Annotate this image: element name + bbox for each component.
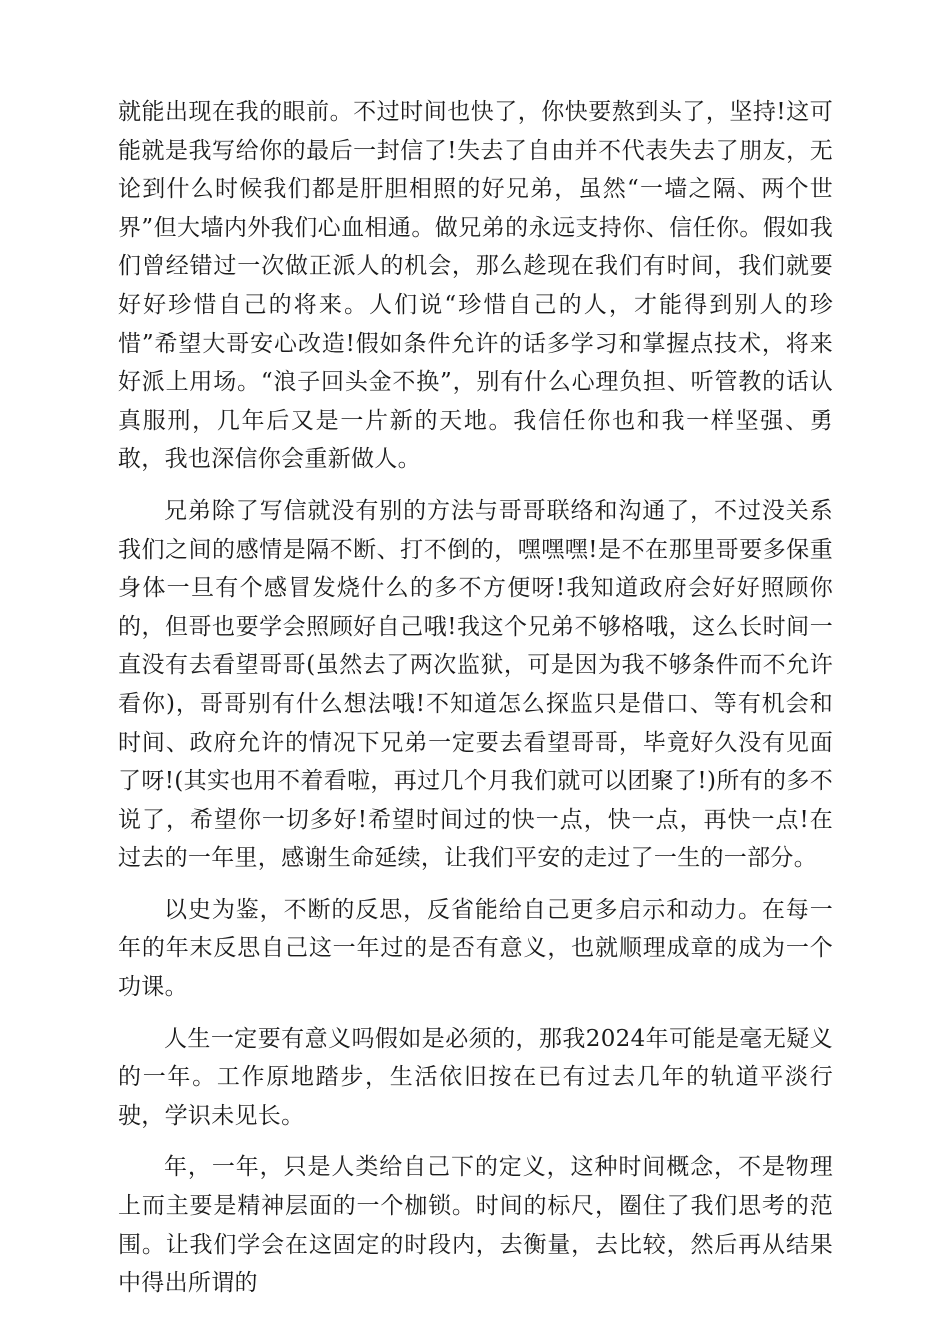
paragraph-concept-of-year: 年，一年，只是人类给自己下的定义，这种时间概念，不是物理上而主要是精神层面的一个枷锁。时间的标尺，圈住了我们思考的范围。让我们学会在这固定的时段内，去衡量，去比较，然后再从结果中得出所谓的 [118,1154,833,1297]
paragraph-meaning-of-life: 人生一定要有意义吗假如是必须的，那我2024年可能是毫无疑义的一年。工作原地踏步，生活依旧按在已有过去几年的轨道平淡行驶，学识未见长。 [118,1025,833,1129]
paragraph-brother-letter: 兄弟除了写信就没有别的方法与哥哥联络和沟通了，不过没关系我们之间的感情是隔不断、打不倒的，嘿嘿嘿!是不在那里哥要多保重身体一旦有个感冒发烧什么的多不方便呀!我知道政府会好好照顾你的，但哥也要学会照顾好自己哦!我这个兄弟不够格哦，这么长时间一直没有去看望哥哥(虽然去了两次监狱，可是因为我不够条件而不允许看你)，哥哥别有什么想法哦!不知道怎么探监只是借口、等有机会和时间、政府允许的情况下兄弟一定要去看望哥哥，毕竟好久没有见面了呀!(其实也用不着看啦，再过几个月我们就可以团聚了!)所有的多不说了，希望你一切多好!希望时间过的快一点，快一点，再快一点!在过去的一年里，感谢生命延续，让我们平安的走过了一生的一部分。 [118,497,833,872]
paragraph-continuation: 就能出现在我的眼前。不过时间也快了，你快要熬到头了，坚持!这可能就是我写给你的最后一封信了!失去了自由并不代表失去了朋友，无论到什么时候我们都是肝胆相照的好兄弟，虽然“一墙之隔、两个世界”但大墙内外我们心血相通。做兄弟的永远支持你、信任你。假如我们曾经错过一次做正派人的机会，那么趁现在我们有时间，我们就要好好珍惜自己的将来。人们说“珍惜自己的人，才能得到别人的珍惜”希望大哥安心改造!假如条件允许的话多学习和掌握点技术，将来好派上用场。“浪子回头金不换”，别有什么心理负担、听管教的话认真服刑，几年后又是一片新的天地。我信任你也和我一样坚强、勇敢，我也深信你会重新做人。 [118,99,833,473]
paragraph-reflection: 以史为鉴，不断的反思，反省能给自己更多启示和动力。在每一年的年末反思自己这一年过的是否有意义，也就顺理成章的成为一个功课。 [118,896,833,1001]
document-page [118,93,833,1316]
